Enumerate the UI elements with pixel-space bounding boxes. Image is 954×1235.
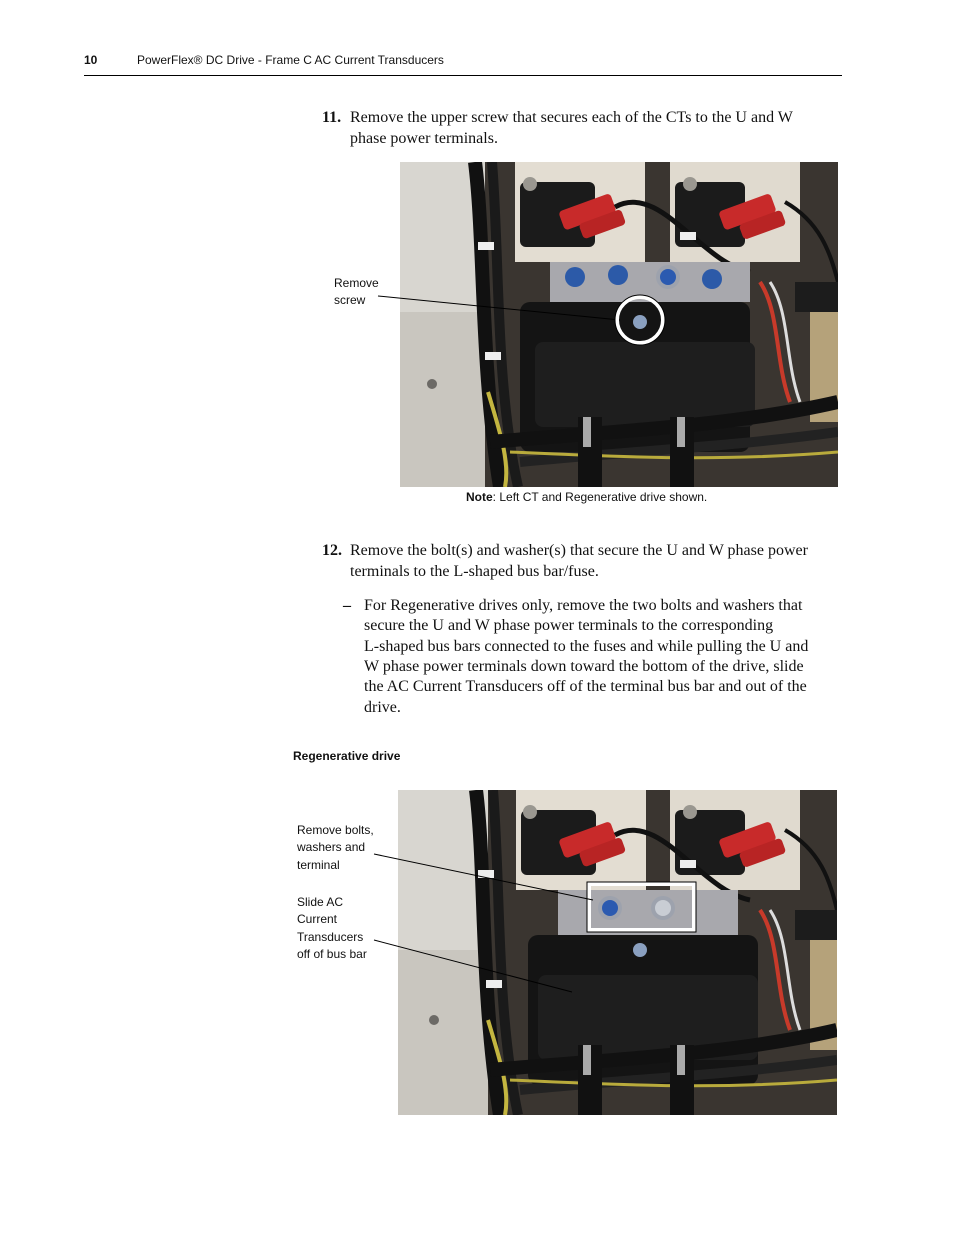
substep-line: W phase power terminals down toward the bottom of the drive, slide (364, 657, 804, 675)
substep-line: the AC Current Transducers off of the terminal bus bar and out of the (364, 678, 807, 696)
step-text-line1: Remove the bolt(s) and washer(s) that secure the U and W phase power (350, 542, 808, 559)
callout-line: washers and (297, 840, 366, 855)
callout-line: Slide AC (297, 895, 344, 909)
callout-line: Remove bolts, (297, 823, 374, 837)
step-text-line2: phase power terminals. (350, 129, 498, 147)
step-text-line1: Remove the upper screw that secures each of the CTs to the U and W (350, 109, 793, 126)
callout-leader-line (374, 854, 593, 900)
substep-line: drive. (364, 698, 401, 716)
bullet-dash: – (343, 597, 351, 614)
callout-remove-bolts (297, 822, 374, 874)
callout-line: screw (334, 293, 366, 308)
callout-line: Transducers (297, 929, 364, 944)
callout-line: Current (297, 912, 338, 927)
callout-leader-line (374, 940, 572, 992)
callout-slide-transducers (297, 894, 367, 963)
page-number: 10 (84, 53, 98, 67)
substep-line: For Regenerative drives only, remove the two bolts and washers that (364, 597, 803, 614)
substep-line: L-shaped bus bars connected to the fuses and while pulling the U and (364, 637, 809, 655)
callout-line: terminal (297, 857, 340, 872)
figure-caption: Regenerative drive (293, 749, 401, 763)
step-number: 12. (322, 542, 342, 559)
highlight-box (589, 884, 694, 930)
callout-line: off of bus bar (297, 946, 367, 961)
note-text: : Left CT and Regenerative drive shown. (492, 490, 708, 504)
substep-line: secure the U and W phase power terminals to the corresponding (364, 617, 774, 635)
note-label: Note (466, 490, 493, 504)
callout-line: Remove (334, 276, 379, 290)
running-header-title: PowerFlex® DC Drive - Frame C AC Current Transducers (137, 53, 444, 67)
step-text-line2: terminals to the L-shaped bus bar/fuse. (350, 562, 599, 580)
step-number: 11. (322, 109, 342, 126)
